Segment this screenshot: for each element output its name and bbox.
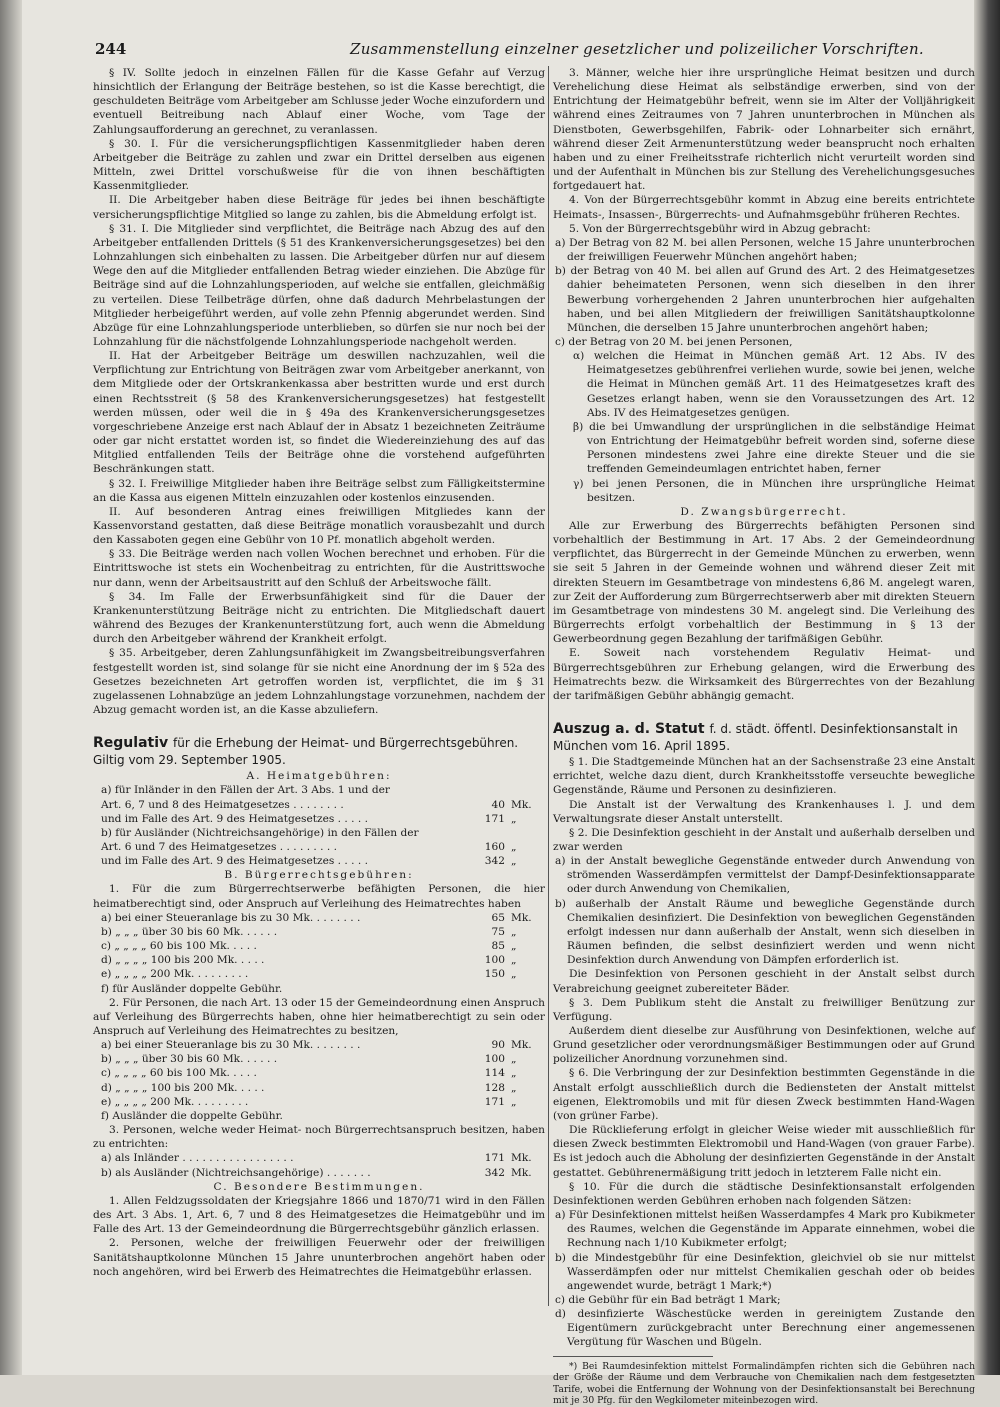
- fee-row: b) als Ausländer (Nichtreichsangehörige) . . . . . . . 342 Mk.: [101, 1166, 532, 1179]
- fee-row: a) bei einer Steueranlage bis zu 30 Mk. . . . . . . . 90 Mk.: [101, 1039, 532, 1052]
- paragraph: § 33. Die Beiträge werden nach vollen Wochen berechnet und erhoben. Für die Eintrittswoche ist stets ein Wochenbeitrag zu entrichten, für die Austrittswoche nur dann, wenn der Arbeitsaustritt auf den Schluß der Arbeitswoche fällt.: [93, 548, 545, 589]
- paragraph: § 34. Im Falle der Erwerbsunfähigkeit sind für die Dauer der Krankenunterstützung Beiträge nicht zu entrichten. Die Mitgliedschaft dauert während des Bezuges der Krankenunterstützung fort, auch wenn die Abmeldung durch den Arbeitgeber während der Krankheit erfolgt.: [93, 590, 545, 646]
- subheading-b: B. Bürgerrechtsgebühren:: [224, 869, 414, 882]
- running-title: Zusammenstellung einzelner gesetzlicher und polizeilicher Vorschriften.: [350, 40, 924, 58]
- list-subitem: α) welchen die Heimat in München gemäß Art. 12 Abs. IV des Heimatgesetzes gebührenfrei verliehen wurde, sowie bei jenen, welche die Heimat in München gemäß Art. 11 des Heimatgesetzes kraft des Gesetzes erlangt haben, wenn sie den Voraussetzungen des Art. 12 Abs. IV des Heimatgesetzes genügen.: [573, 350, 975, 419]
- fee-row: c) „ „ „ „ 60 bis 100 Mk. . . . . 114 „: [101, 1067, 517, 1080]
- page-gutter: [0, 0, 22, 1375]
- paragraph: 3. Männer, welche hier ihre ursprüngliche Heimat besitzen und durch Verehelichung diese Heimat als selbständige erwerben, sind von der Entrichtung der Heimatgebühr befreit, wenn sie im Alter der Volljährigkeit während eines Zeitraumes von 7 Jahren ununterbrochen in München als Dienstboten, Gewerbsgehilfen, Fabrik- oder Lohnarbeiter sich ernährt, während dieser Zeit Armenunterstützung weder beansprucht noch erhalten haben und zu einer Freiheitsstrafe richterlich nicht verurteilt worden sind und der Aufenthalt in München bis zur Stellung des Verehelichungsgesuches fortgedauert hat.: [553, 67, 975, 193]
- fee-table-b3: [93, 1151, 545, 1179]
- book-spine: [974, 0, 1000, 1375]
- paragraph: § 32. I. Freiwillige Mitglieder haben ihre Beiträge selbst zum Fälligkeitstermine an die Kassa aus eigenen Mitteln einzuzahlen oder kostenlos einzusenden.: [93, 477, 545, 504]
- paragraph: § 30. I. Für die versicherungspflichtigen Kassenmitglieder haben deren Arbeitgeber die Beiträge zu zahlen und zwar ein Drittel derselben aus eigenen Mitteln, zwei Drittel vorschußweise für die von ihnen beschäftigten Kassenmitglieder.: [93, 137, 545, 193]
- paragraph: 5. Von der Bürgerrechtsgebühr wird in Abzug gebracht:: [569, 222, 871, 235]
- paragraph: 3. Personen, welche weder Heimat- noch Bürgerrechtsanspruch besitzen, haben zu entrichten:: [93, 1124, 545, 1151]
- page-number: 244: [95, 40, 127, 58]
- paragraph: § 1. Die Stadtgemeinde München hat an der Sachsenstraße 23 eine Anstalt errichtet, welche dazu dient, durch Krankheitsstoffe verseuchte bewegliche Gegenstände, Räume und Personen zu desinfizieren.: [553, 756, 975, 797]
- fee-row: Art. 6, 7 und 8 des Heimatgesetzes . . . . . . . . 40 Mk.: [101, 798, 532, 811]
- paragraph: E. Soweit nach vorstehendem Regulativ Heimat- und Bürgerrechtsgebühren zur Erhebung gelangen, wird die Erwerbung des Heimatrechts bezw. die Wirksamkeit des Bürgerrechtes von der Bezahlung der tarifmäßigen Gebühr abhängig gemacht.: [553, 647, 975, 702]
- list-subitem: β) die bei Umwandlung der ursprünglichen in die selbständige Heimat von Entrichtung der Heimatgebühr befreit worden sind, soferne diese Personen mindestens zwei Jahre eine direkte Steuer und die sie treffenden Gemeindeumlagen entrichtet haben, ferner: [573, 420, 975, 476]
- paragraph: § 35. Arbeitgeber, deren Zahlungsunfähigkeit im Zwangsbeitreibungsverfahren festgestellt worden ist, sind solange für sie nicht eine Anordnung der im § 52a des Gesetzes bezeichneten Art getroffen worden ist, verpflichtet, die im § 31 zugelassenen Lohnabzüge an jedem Lohnzahlungstage vorzunehmen, nachdem der Abzug gemacht worden ist, an die Kasse abzuliefern.: [93, 647, 545, 717]
- fee-row: Art. 6 und 7 des Heimatgesetzes . . . . . . . . . 160 „: [101, 840, 517, 853]
- fee-table-b1: [93, 911, 545, 996]
- auszug-title-bold: Auszug a. d. Statut: [553, 721, 705, 738]
- paragraph: § 10. Für die durch die städtische Desinfektionsanstalt erfolgenden Desinfektionen werden Gebühren erhoben nach folgenden Sätzen:: [553, 1180, 975, 1207]
- paragraph: § 31. I. Die Mitglieder sind verpflichtet, die Beiträge nach Abzug des auf den Arbeitgeber entfallenden Drittels (§ 51 des Krankenversicherungsgesetzes) bei den Lohnzahlungen sich einbehalten zu lassen. Die Arbeitgeber dürfen nur auf diesem Wege den auf die Mitglieder entfallenden Betrag wieder einziehen. Die Abzüge für Beiträge sind auf die Lohnzahlungsperioden, auf welche sie entfallen, gleichmäßig zu verteilen. Diese Teilbeträge dürfen, ohne daß dadurch Mehrbelastungen der Mitglieder herbeigeführt werden, auf volle zehn Pfennig abgerundet werden. Sind Abzüge für eine Lohnzahlungsperiode unterblieben, so dürfen sie nur noch bei der Lohnzahlung für die nächstfolgende Lohnzahlungsperiode nachgeholt werden.: [93, 222, 545, 348]
- fee-row: d) „ „ „ „ 100 bis 200 Mk. . . . . 128 „: [101, 1081, 517, 1094]
- footnote: *) Bei Raumdesinfektion mittelst Formalindämpfen richten sich die Gebühren nach der Größe der Räume und dem Verbrauche von Chemikalien nach dem festgesetzten Tarife, wobei die Entfernung der Wohnung von der Desinfektionsanstalt bei Berechnung mit je 30 Pfg. für den Wegkilometer miteinbezogen wird.: [553, 1360, 975, 1407]
- list-item: b) die Mindestgebühr für eine Desinfektion, gleichviel ob sie nur mittelst Wasserdämpfen oder nur mittelst Chemikalien geschah oder ob beides angewendet wurde, beträgt 1 Mark;*): [555, 1251, 975, 1292]
- paragraph: 1. Für die zum Bürgerrechtserwerbe befähigten Personen, die hier heimatberechtigt sind, oder Anspruch auf Verleihung des Heimatrechtes haben: [93, 883, 545, 910]
- paragraph: II. Die Arbeitgeber haben diese Beiträge für jedes bei ihnen beschäftigte versicherungspflichtige Mitglied so lange zu zahlen, bis die Abmeldung erfolgt ist.: [93, 194, 545, 221]
- list-item: a) in der Anstalt bewegliche Gegenstände entweder durch Anwendung von strömenden Wasserdämpfen vermittelst der Dampf-Desinfektionsapparate oder durch Anwendung von Chemikalien,: [555, 855, 975, 896]
- subheading-d: D. Zwangsbürgerrecht.: [680, 505, 848, 518]
- fee-row: e) „ „ „ „ 200 Mk. . . . . . . . . 171 „: [101, 1095, 517, 1108]
- list-item: c) die Gebühr für ein Bad beträgt 1 Mark;: [555, 1293, 781, 1306]
- section-heading-regulativ: [93, 735, 545, 769]
- paragraph: Alle zur Erwerbung des Bürgerrechts befähigten Personen sind vorbehaltlich der Bestimmung in Art. 17 Abs. 2 der Gemeindeordnung verpflichtet, das Bürgerrecht in der Gemeinde München zu erwerben, wenn sie seit 5 Jahren in der Gemeinde wohnen und während dieser Zeit mit direkten Steuern im Gesamtbetrage von mindestens 6,86 M. angelegt waren, zur Zeit der Aufforderung zum Bürgerrechtserwerb aber mit direkten Steuern im Gesamtbetrage von mindestens 30 M. angelegt sind. Die Verleihung des Bürgerrechts erfolgt vorbehaltlich der Bestimmung in § 13 der Gewerbeordnung gegen Bezahlung der tarifmäßigen Gebühr.: [553, 520, 975, 646]
- paragraph: II. Hat der Arbeitgeber Beiträge um deswillen nachzuzahlen, weil die Verpflichtung zur Entrichtung von Beiträgen zwar vom Arbeitgeber anerkannt, von dem Mitgliede oder der Ortskrankenkassa aber bestritten wurde und erst durch einen Rechtsstreit (§ 58 des Krankenversicherungsgesetzes) hat festgestellt werden müssen, oder weil die in § 49a des Krankenversicherungsgesetzes vorgeschriebene Anzeige erst nach Ablauf der in Absatz 1 bezeichneten Zeiträume oder gar nicht erstattet worden ist, so findet die Wiedereinziehung des auf das Mitglied entfallenden Teils der Beiträge ohne die vorstehend aufgeführten Beschränkungen statt.: [93, 350, 545, 476]
- fee-row: a) für Inländer in den Fällen der Art. 3 Abs. 1 und der: [101, 784, 390, 797]
- paragraph: Die Desinfektion von Personen geschieht in der Anstalt selbst durch Verabreichung geeignet zubereiteter Bäder.: [553, 968, 975, 995]
- fee-row: f) Ausländer die doppelte Gebühr.: [101, 1109, 283, 1122]
- fee-row: a) als Inländer . . . . . . . . . . . . . . . . . 171 Mk.: [101, 1152, 532, 1165]
- fee-row: und im Falle des Art. 9 des Heimatgesetzes . . . . . 342 „: [101, 855, 517, 868]
- regulativ-title-bold: Regulativ: [93, 735, 169, 752]
- auszug-title-rest: f. d. städt. öffentl. Desinfektionsanstalt in München vom 16. April 1895.: [553, 722, 958, 754]
- list-item: a) Für Desinfektionen mittelst heißen Wasserdampfes 4 Mark pro Kubikmeter des Raumes, welchen die Gegenstände im Apparate einnehmen, wobei die Rechnung nach 1/10 Kubikmeter erfolgt;: [555, 1209, 975, 1250]
- list-item: a) Der Betrag von 82 M. bei allen Personen, welche 15 Jahre ununterbrochen der freiwilligen Feuerwehr München angehört haben;: [555, 236, 975, 264]
- page-header: [95, 40, 975, 60]
- fee-table-b2: [93, 1038, 545, 1123]
- section-heading-auszug: [553, 721, 975, 755]
- right-column: [553, 66, 975, 1407]
- paragraph: Die Rücklieferung erfolgt in gleicher Weise wieder mit ausschließlich für diesen Zweck bestimmten Elektromobil und Hand-Wagen (von grauer Farbe). Es ist jedoch auch die Abholung der desinfizierten Gegenstände in der Anstalt gestattet. Gebührenermäßigung tritt jedoch in letzterem Falle nicht ein.: [553, 1124, 975, 1179]
- paragraph: Die Anstalt ist der Verwaltung des Krankenhauses l. J. und dem Verwaltungsrate dieser Anstalt unterstellt.: [553, 798, 975, 825]
- subheading-c: C. Besondere Bestimmungen.: [213, 1180, 425, 1193]
- column-divider: [548, 66, 549, 1306]
- paragraph: § 6. Die Verbringung der zur Desinfektion bestimmten Gegenstände in die Anstalt erfolgt ausschließlich durch die Bediensteten der Anstalt mittelst eigenen, Elektromobils und mit für diesen Zweck bestimmten Hand-Wagen (von grüner Farbe).: [553, 1067, 975, 1122]
- paragraph: 1. Allen Feldzugssoldaten der Kriegsjahre 1866 und 1870/71 wird in den Fällen des Art. 3 Abs. 1, Art. 6, 7 und 8 des Heimatgesetzes die Heimatgebühr und im Falle des Art. 13 der Gemeindeordnung die Bürgerrechtsgebühr gänzlich erlassen.: [93, 1194, 545, 1236]
- list-subitem: γ) bei jenen Personen, die in München ihre ursprüngliche Heimat besitzen.: [573, 477, 975, 504]
- fee-table-a: [93, 783, 545, 868]
- list-item: c) der Betrag von 20 M. bei jenen Personen,: [555, 335, 793, 348]
- list-item: b) außerhalb der Anstalt Räume und bewegliche Gegenstände durch Chemikalien desinfiziert. Die Desinfektion von beweglichen Gegenständen erfolgt indessen nur dann außerhalb der Anstalt, wenn sich dieselben in Räumen befinden, die selbst desinfiziert werden und wenn nicht Desinfektion durch Anwendung von Dämpfen erforderlich ist.: [555, 897, 975, 967]
- paragraph: Außerdem dient dieselbe zur Ausführung von Desinfektionen, welche auf Grund gesetzlicher oder verordnungsmäßiger Bestimmungen oder auf Grund polizeilicher Anordnung vorzunehmen sind.: [553, 1025, 975, 1066]
- fee-row: b) „ „ „ über 30 bis 60 Mk. . . . . . 75 „: [101, 925, 517, 938]
- fee-row: d) „ „ „ „ 100 bis 200 Mk. . . . . 100 „: [101, 954, 517, 967]
- paragraph: § IV. Sollte jedoch in einzelnen Fällen für die Kasse Gefahr auf Verzug hinsichtlich der Erlangung der Beiträge bestehen, so ist die Kasse berechtigt, die geschuldeten Beiträge vom Arbeitgeber am Schlusse jeder Woche einzufordern und eventuell Beitreibung nach Ablauf einer Woche, vom Tage der Zahlungsaufforderung an gerechnet, zu veranlassen.: [93, 67, 545, 136]
- regulativ-title-rest: für die Erhebung der Heimat- und Bürgerrechtsgebühren.: [173, 736, 519, 751]
- fee-row: b) für Ausländer (Nichtreichsangehörige) in den Fällen der: [101, 826, 419, 839]
- paragraph: § 2. Die Desinfektion geschieht in der Anstalt und außerhalb derselben und zwar werden: [553, 826, 975, 853]
- paragraph: 4. Von der Bürgerrechtsgebühr kommt in Abzug eine bereits entrichtete Heimats-, Insassen-, Bürgerrechts- und Aufnahmsgebühr früheren Rechtes.: [553, 194, 975, 221]
- footnote-rule: [553, 1356, 713, 1357]
- subheading-a: A. Heimatgebühren:: [246, 770, 392, 783]
- paragraph: 2. Personen, welche der freiwilligen Feuerwehr oder der freiwilligen Sanitätshauptkolonne München 15 Jahre ununterbrochen angehört haben oder noch angehören, wird bei Erwerb des Heimatrechtes die Heimatgebühr erlassen.: [93, 1237, 545, 1278]
- fee-row: c) „ „ „ „ 60 bis 100 Mk. . . . . 85 „: [101, 940, 517, 953]
- fee-row: e) „ „ „ „ 200 Mk. . . . . . . . . 150 „: [101, 968, 517, 981]
- regulativ-subtitle: Giltig vom 29. September 1905.: [93, 753, 286, 768]
- paragraph: II. Auf besonderen Antrag eines freiwilligen Mitgliedes kann der Kassenvorstand gestatten, daß diese Beiträge monatlich vorausbezahlt und durch den Kassaboten gegen eine Gebühr von 10 Pf. monatlich abgeholt werden.: [93, 505, 545, 547]
- fee-row: f) für Ausländer doppelte Gebühr.: [101, 982, 283, 995]
- fee-row: a) bei einer Steueranlage bis zu 30 Mk. . . . . . . . 65 Mk.: [101, 911, 532, 924]
- list-item: b) der Betrag von 40 M. bei allen auf Grund des Art. 2 des Heimatgesetzes dahier beheimateten Personen, wenn sich dieselben in den ihrer Bewerbung vorhergehenden 2 Jahren ununterbrochen hier aufgehalten haben, und bei allen Mitgliedern der freiwilligen Sanitätshauptkolonne München, die derselben 15 Jahre ununterbrochen angehört haben;: [555, 265, 975, 334]
- paragraph: 2. Für Personen, die nach Art. 13 oder 15 der Gemeindeordnung einen Anspruch auf Verleihung des Bürgerrechts haben, ohne hier heimatberechtigt zu sein oder Anspruch auf Verleihung des Heimatrechtes zu besitzen,: [93, 996, 545, 1037]
- fee-row: und im Falle des Art. 9 des Heimatgesetzes . . . . . 171 „: [101, 812, 517, 825]
- paragraph: § 3. Dem Publikum steht die Anstalt zu freiwilliger Benützung zur Verfügung.: [553, 996, 975, 1023]
- list-item: d) desinfizierte Wäschestücke werden in gereinigtem Zustande den Eigentümern zurückgebracht unter Berechnung einer angemessenen Vergütung für Waschen und Bügeln.: [555, 1308, 975, 1349]
- left-column: [93, 66, 545, 1279]
- fee-row: b) „ „ „ über 30 bis 60 Mk. . . . . . 100 „: [101, 1053, 517, 1066]
